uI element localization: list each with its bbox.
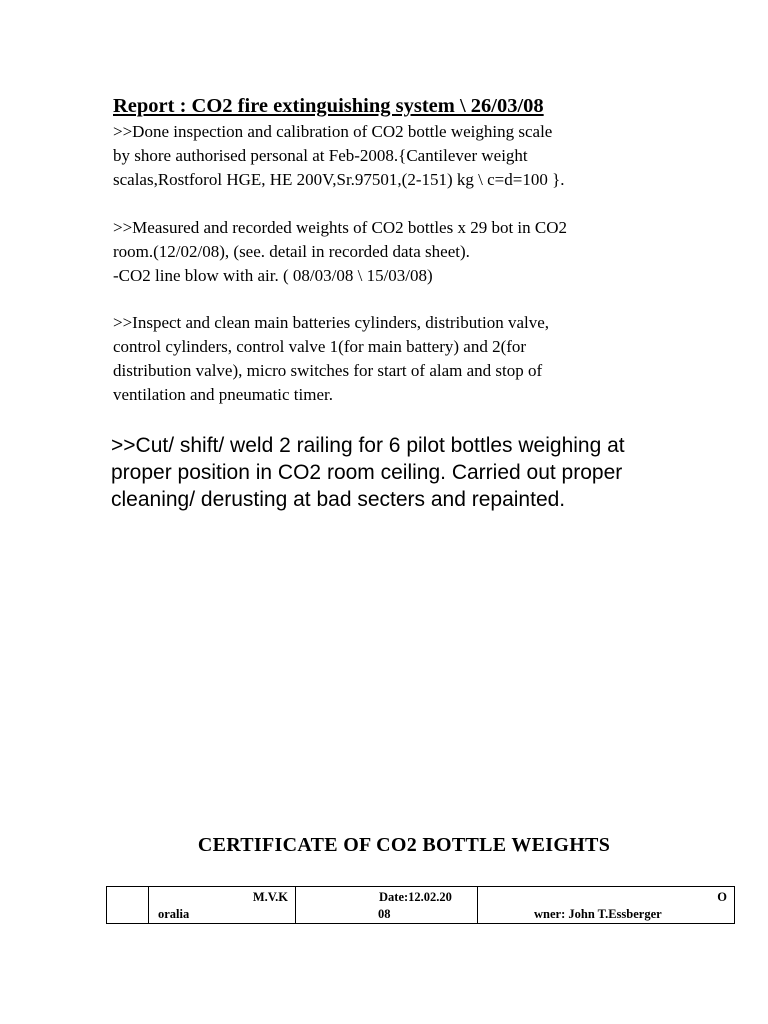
- report-title: Report : CO2 fire extinguishing system \ 26/03/08: [113, 95, 544, 117]
- table-row: [107, 887, 735, 924]
- empty-cell: [107, 887, 149, 924]
- text-line: >>Measured and recorded weights of CO2 bottles x 29 bot in CO2: [113, 218, 568, 237]
- text-line: distribution valve), micro switches for start of alam and stop of: [113, 361, 543, 380]
- text-line: ventilation and pneumatic timer.: [113, 385, 333, 404]
- date-bottom: 08: [378, 907, 391, 921]
- vessel-top: M.V.K: [252, 890, 288, 904]
- date-cell: [296, 887, 478, 924]
- owner-top: O: [717, 890, 727, 904]
- date-top: Date:12.02.20: [379, 890, 452, 904]
- text-line: control cylinders, control valve 1(for main battery) and 2(for: [113, 337, 527, 356]
- text-line: room.(12/02/08), (see. detail in recorded data sheet).: [113, 242, 470, 261]
- text-line: proper position in CO2 room ceiling. Carried out proper: [111, 461, 623, 484]
- text-line: >>Done inspection and calibration of CO2 bottle weighing scale: [113, 122, 553, 141]
- text-line: >>Cut/ shift/ weld 2 railing for 6 pilot bottles weighing at: [111, 434, 625, 457]
- paragraph-railing: [111, 432, 625, 513]
- paragraph-inspection: [113, 120, 565, 192]
- paragraph-measured: [113, 216, 567, 288]
- certificate-heading: CERTIFICATE OF CO2 BOTTLE WEIGHTS: [197, 834, 611, 856]
- text-line: >>Inspect and clean main batteries cylinders, distribution valve,: [113, 313, 550, 332]
- certificate-info-table: [106, 886, 735, 924]
- text-line: scalas,Rostforol HGE, HE 200V,Sr.97501,(2-151) kg \ c=d=100 }.: [113, 170, 565, 189]
- vessel-cell: [149, 887, 296, 924]
- text-line: -CO2 line blow with air. ( 08/03/08 \ 15/03/08): [113, 266, 433, 285]
- text-line: by shore authorised personal at Feb-2008.{Cantilever weight: [113, 146, 528, 165]
- owner-cell: [478, 887, 735, 924]
- text-line: cleaning/ derusting at bad secters and repainted.: [111, 488, 566, 511]
- vessel-bottom: oralia: [158, 907, 190, 921]
- paragraph-inspect-clean: [113, 311, 549, 407]
- owner-bottom: wner: John T.Essberger: [534, 907, 662, 921]
